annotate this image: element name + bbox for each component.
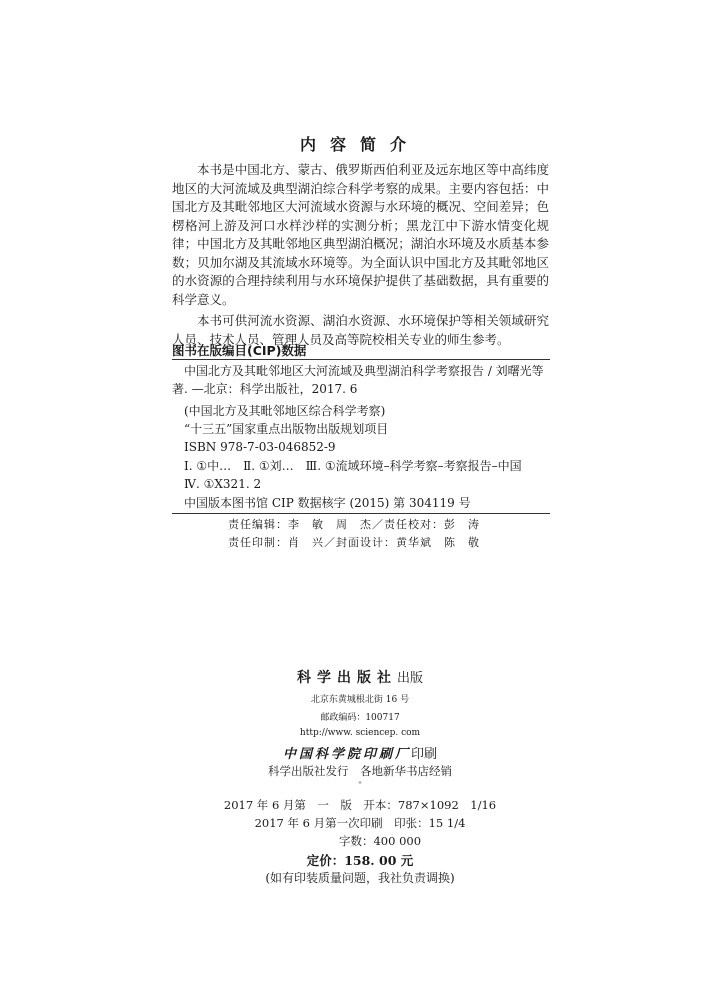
cip-verify: 中国版本图书馆 CIP 数据核字 (2015) 第 304119 号 bbox=[184, 496, 471, 510]
summary-title: 内容简介 bbox=[299, 135, 420, 154]
cip-imprint-line: 著. —北京：科学出版社，2017. 6 bbox=[172, 382, 358, 396]
cip-verify-block bbox=[172, 494, 550, 512]
summary-paragraph: 本书可供河流水资源、湖泊水资源、水环境保护等相关领域研究人员、技术人员、管理人员及高等院校相关专业的师生参考。 bbox=[172, 313, 549, 347]
word-count: 字数：400 000 bbox=[338, 834, 422, 848]
separator-mark: * bbox=[358, 781, 362, 788]
publisher-suffix: 出版 bbox=[396, 671, 423, 686]
distribution: 科学出版社发行 各地新华书店经销 bbox=[268, 764, 452, 778]
price: 定价：158. 00 元 bbox=[306, 853, 414, 868]
cip-isbn: ISBN 978-7-03-046852-9 bbox=[184, 440, 336, 454]
editor-line: 责任编辑：李 敏 周 杰／责任校对：彭 涛 bbox=[228, 518, 480, 531]
printer-suffix: 印刷 bbox=[411, 747, 438, 762]
summary-body bbox=[172, 161, 549, 352]
editor-line: 责任印制：肖 兴／封面设计：黄华斌 陈 敬 bbox=[228, 536, 480, 549]
cip-record bbox=[172, 362, 550, 398]
publisher-address: 北京东黄城根北街 16 号 bbox=[310, 695, 410, 705]
cip-series: (中国北方及其毗邻地区综合科学考察) bbox=[184, 404, 386, 418]
printer-line bbox=[0, 743, 720, 762]
cip-heading: 图书在版编目(CIP)数据 bbox=[172, 343, 307, 358]
cip-project: “十三五”国家重点出版物出版规划项目 bbox=[184, 422, 389, 436]
cip-top-rule bbox=[172, 359, 550, 360]
cip-subject: Ⅰ. ①中… Ⅱ. ①刘… Ⅲ. ①流域环境–科学考察–考察报告–中国 bbox=[184, 459, 522, 473]
cip-bottom-rule bbox=[172, 513, 550, 514]
publisher-line bbox=[0, 667, 720, 687]
publisher-name: 科学出版社 bbox=[296, 670, 397, 686]
cip-title-line: 中国北方及其毗邻地区大河流域及典型湖泊科学考察报告 / 刘曙光等 bbox=[184, 364, 544, 378]
quality-note: (如有印装质量问题，我社负责调换) bbox=[265, 871, 455, 885]
edition-info: 2017 年 6 月第 一 版 开本：787×1092 1/16 bbox=[223, 798, 497, 812]
cip-subject-block bbox=[172, 457, 550, 493]
summary-paragraph: 本书是中国北方、蒙古、俄罗斯西伯利亚及远东地区等中高纬度地区的大河流域及典型湖泊综合科学考察的成果。主要内容包括：中国北方及其毗邻地区大河流域水资源与水环境的概况、空间差异；色楞格河上游及河口水样沙样的实测分析；黑龙江中下游水情变化规律；中国北方及其毗邻地区典型湖泊概况；湖泊水环境及水质基本参数；贝加尔湖及其流域水环境等。为全面认识中国北方及其毗邻地区的水资源的合理持续利用与水环境保护提供了基础数据，具有重要的科学意义。 bbox=[172, 162, 549, 307]
publisher-postcode: 邮政编码：100717 bbox=[320, 713, 400, 723]
editor-credits bbox=[228, 516, 480, 552]
publisher-website: http://www. sciencep. com bbox=[299, 728, 421, 738]
cip-classification: Ⅳ. ①X321. 2 bbox=[184, 477, 262, 491]
cip-series-block bbox=[172, 402, 550, 456]
printing-info: 2017 年 6 月第一次印刷 印张：15 1/4 bbox=[254, 816, 466, 830]
printer-name: 中国科学院印刷厂 bbox=[282, 747, 411, 762]
